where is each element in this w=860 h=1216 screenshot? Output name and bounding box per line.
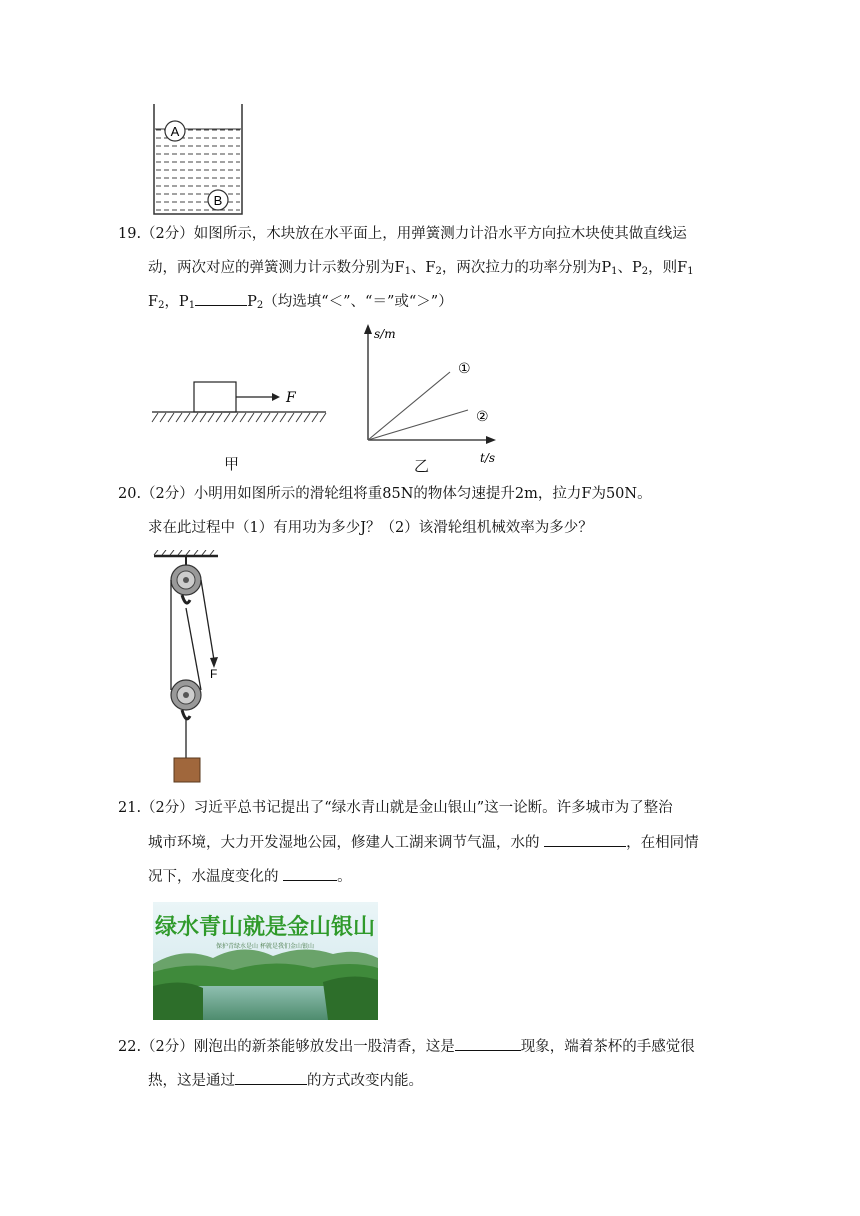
poster-title: 绿水青山就是金山银山 [154, 915, 376, 940]
force-label: F [286, 390, 296, 406]
container-figure [148, 102, 248, 216]
block-on-surface-figure [150, 376, 330, 426]
weight-block [174, 758, 200, 782]
q21-line3: 况下，水温度变化的 。 [148, 866, 352, 887]
q22-blank-1[interactable] [455, 1036, 521, 1051]
caption-right: 乙 [414, 457, 430, 475]
landscape-poster [153, 902, 378, 1020]
pulley-figure [148, 550, 248, 784]
line-2-label: ② [476, 409, 489, 425]
pulley-force-label: F [210, 667, 218, 681]
line-1-label: ① [458, 361, 471, 377]
q20-line1: 20.（2分）小明用如图所示的滑轮组将重85N的物体匀速提升2m，拉力F为50N。 [118, 486, 652, 502]
q21-line1: 21.（2分）习近平总书记提出了“绿水青山就是金山银山”这一论断。许多城市为了整治 [118, 800, 673, 816]
caption-left: 甲 [224, 455, 240, 473]
q21-line2: 城市环境，大力开发湿地公园，修建人工湖来调节气温，水的 ，在相同情 [148, 832, 699, 853]
q19-answer-blank[interactable] [195, 291, 247, 306]
q21-blank-1[interactable] [544, 832, 626, 847]
q21-blank-2[interactable] [283, 866, 337, 881]
q22-blank-2[interactable] [235, 1070, 307, 1085]
s-t-graph [352, 322, 512, 468]
q19-line2: 动，两次对应的弹簧测力计示数分别为$F_1$、$F_2$，两次拉力的功率分别为$P_1$、$P_2$，则$F_1$ [148, 260, 694, 277]
q22-line2: 热，这是通过 的方式改变内能。 [148, 1070, 423, 1091]
line-2 [368, 410, 468, 440]
q20-line2: 求在此过程中（1）有用功为多少J？（2）该滑轮组机械效率为多少？ [148, 520, 593, 536]
q22-line1: 22.（2分）刚泡出的新茶能够放发出一股清香，这是 现象，端着茶杯的手感觉很 [118, 1036, 695, 1057]
q19-line3: $F_2$，$P_1$ $P_2$（均选填“＜”、“＝”或“＞”） [148, 291, 453, 316]
line-1 [368, 372, 450, 440]
ball-a-label: A [170, 124, 180, 139]
poster-subtitle: 保护青绿水是山 杯就是我们金山银山 [216, 943, 314, 950]
q19-line1: 19.（2分）如图所示，木块放在水平面上，用弹簧测力计沿水平方向拉木块使其做直线运 [118, 226, 687, 242]
x-axis-label: t/s [480, 451, 496, 465]
y-axis-label: s/m [374, 327, 396, 341]
ball-b-label: B [213, 193, 223, 208]
